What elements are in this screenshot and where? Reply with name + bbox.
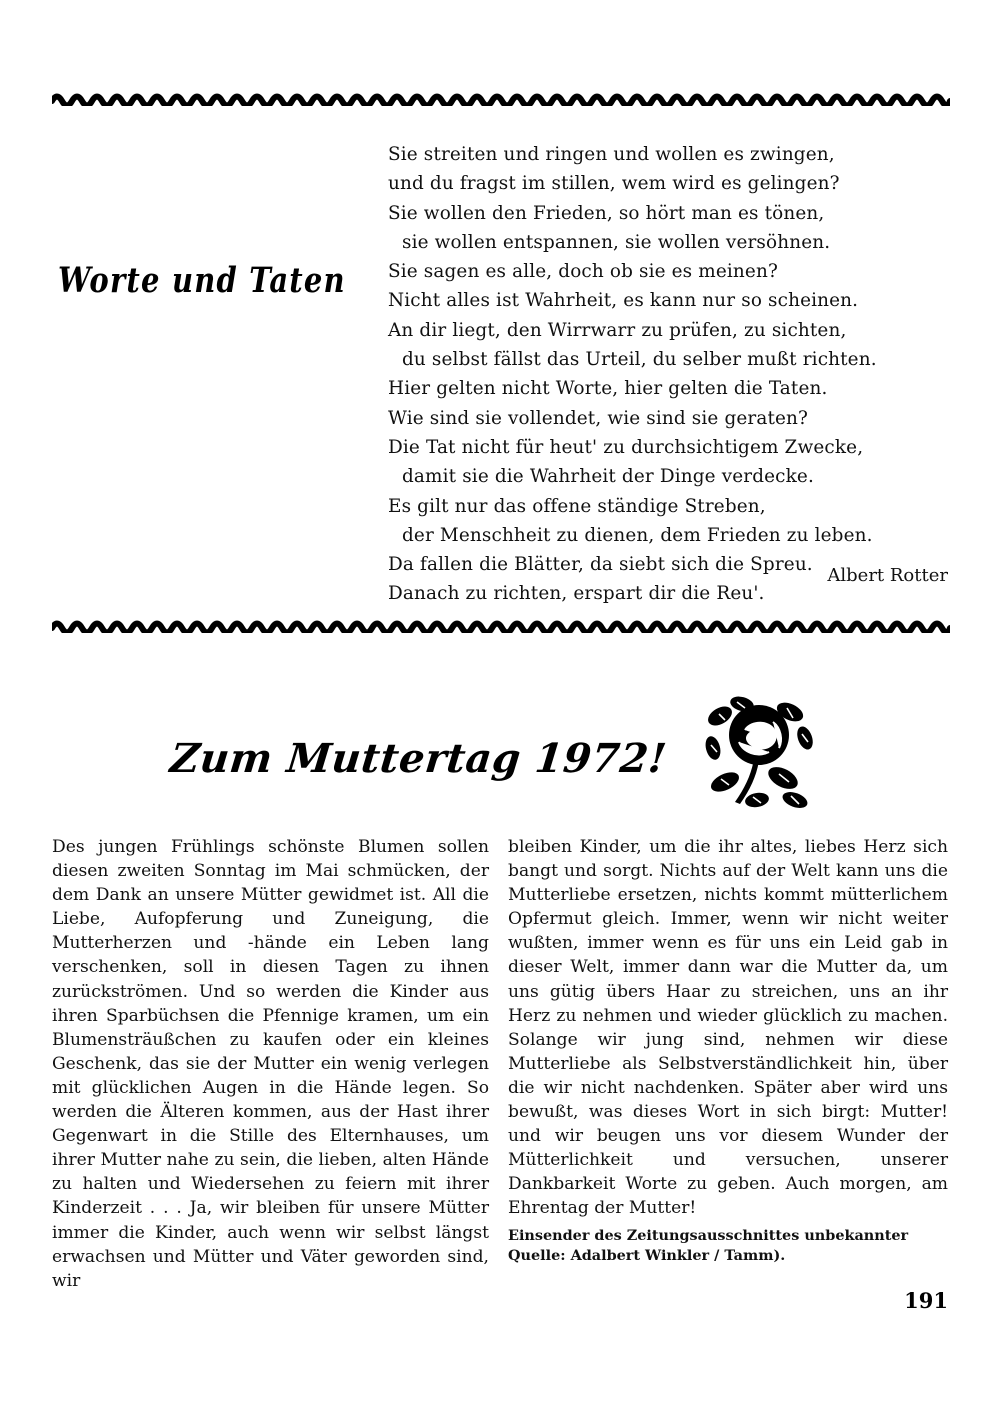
poem-line: Nicht alles ist Wahrheit, es kann nur so scheinen. <box>388 290 859 312</box>
source-note: Einsender des Zeitungsausschnittes unbekannter Quelle: Adalbert Winkler / Tamm). <box>508 1227 909 1264</box>
page-number: 191 <box>904 1288 948 1313</box>
article-column-right: bleiben Kinder, um die ihr altes, liebes Herz sich bangt und sorgt. Nichts auf der Welt kann uns die Mutterliebe ersetzen, nichts kommt mütterlichem Opfermut gleich. Immer, wenn wir nicht weiter wußten, immer wenn es für uns ein Leid gab in dieser Welt, immer dann war die Mutter da, um uns gütig übers Haar zu streichen, uns an ihr Herz zu nehmen und wieder glücklich zu machen. Solange wir jung sind, nehmen wir diese Mutterliebe als Selbstverständlichkeit hin, über die wir nicht nachdenken. Später aber wird uns bewußt, was dieses Wort in sich birgt: Mutter! und wir beugen uns vor diesem Wunder der Mütterlichkeit und versuchen, unserer Dankbarkeit Worte zu geben. Auch morgen, am Ehrentag der Mutter! <box>508 837 948 1219</box>
poem-line: Danach zu richten, erspart dir die Reu'. <box>388 583 765 605</box>
poem-line: und du fragst im stillen, wem wird es gelingen? <box>388 173 840 195</box>
poem-line: damit sie die Wahrheit der Dinge verdecke. <box>402 466 814 488</box>
poem-body <box>388 140 948 609</box>
article-heading: Zum Muttertag 1972! <box>168 735 669 782</box>
poem-line: sie wollen entspannen, sie wollen versöhnen. <box>402 231 831 253</box>
poem-line: Es gilt nur das offene ständige Streben, <box>388 495 766 517</box>
poem-title: Worte und Taten <box>58 259 346 301</box>
poem-line: du selbst fällst das Urteil, du selber mußt richten. <box>402 349 877 371</box>
poem-line: Die Tat nicht für heut' zu durchsichtigem Zwecke, <box>388 436 864 458</box>
rose-icon <box>695 690 820 815</box>
poem-line: Wie sind sie vollendet, wie sind sie geraten? <box>388 407 809 429</box>
wavy-divider-top <box>52 90 950 106</box>
poem-line: Sie wollen den Frieden, so hört man es tönen, <box>388 202 825 224</box>
wavy-divider-middle <box>52 617 950 633</box>
poem-author: Albert Rotter <box>827 565 948 586</box>
poem-line: Da fallen die Blätter, da siebt sich die Spreu. <box>388 554 813 576</box>
poem-line: An dir liegt, den Wirrwarr zu prüfen, zu sichten, <box>388 319 847 341</box>
poem-line: Sie streiten und ringen und wollen es zwingen, <box>388 144 835 165</box>
poem-line: der Menschheit zu dienen, dem Frieden zu leben. <box>402 524 873 546</box>
article-column-left: Des jungen Frühlings schönste Blumen sollen diesen zweiten Sonntag im Mai schmücken, der dem Dank an unsere Mütter gewidmet ist. All die Liebe, Aufopferung und Zuneigung, die Mutterherzen und -hände ein Leben lang verschenken, soll in diesen Tagen zu ihnen zurückströmen. Und so werden die Kinder aus ihren Sparbüchsen die Pfennige kramen, um ein Blumensträußchen zu kaufen oder ein kleines Geschenk, das sie der Mutter ein wenig verlegen mit glücklichen Augen in die Hände legen. So werden die Älteren kommen, aus der Hast ihrer Gegenwart in die Stille des Elternhauses, um ihrer Mutter nahe zu sein, die lieben, alten Hände zu halten und Wiedersehen zu feiern mit ihrer Kinderzeit . . . Ja, wir bleiben für unsere Mütter immer die Kinder, auch wenn wir selbst längst erwachsen und Mütter und Väter geworden sind, wir <box>52 837 489 1291</box>
poem-line: Hier gelten nicht Worte, hier gelten die Taten. <box>388 378 828 400</box>
poem-line: Sie sagen es alle, doch ob sie es meinen? <box>388 261 778 283</box>
